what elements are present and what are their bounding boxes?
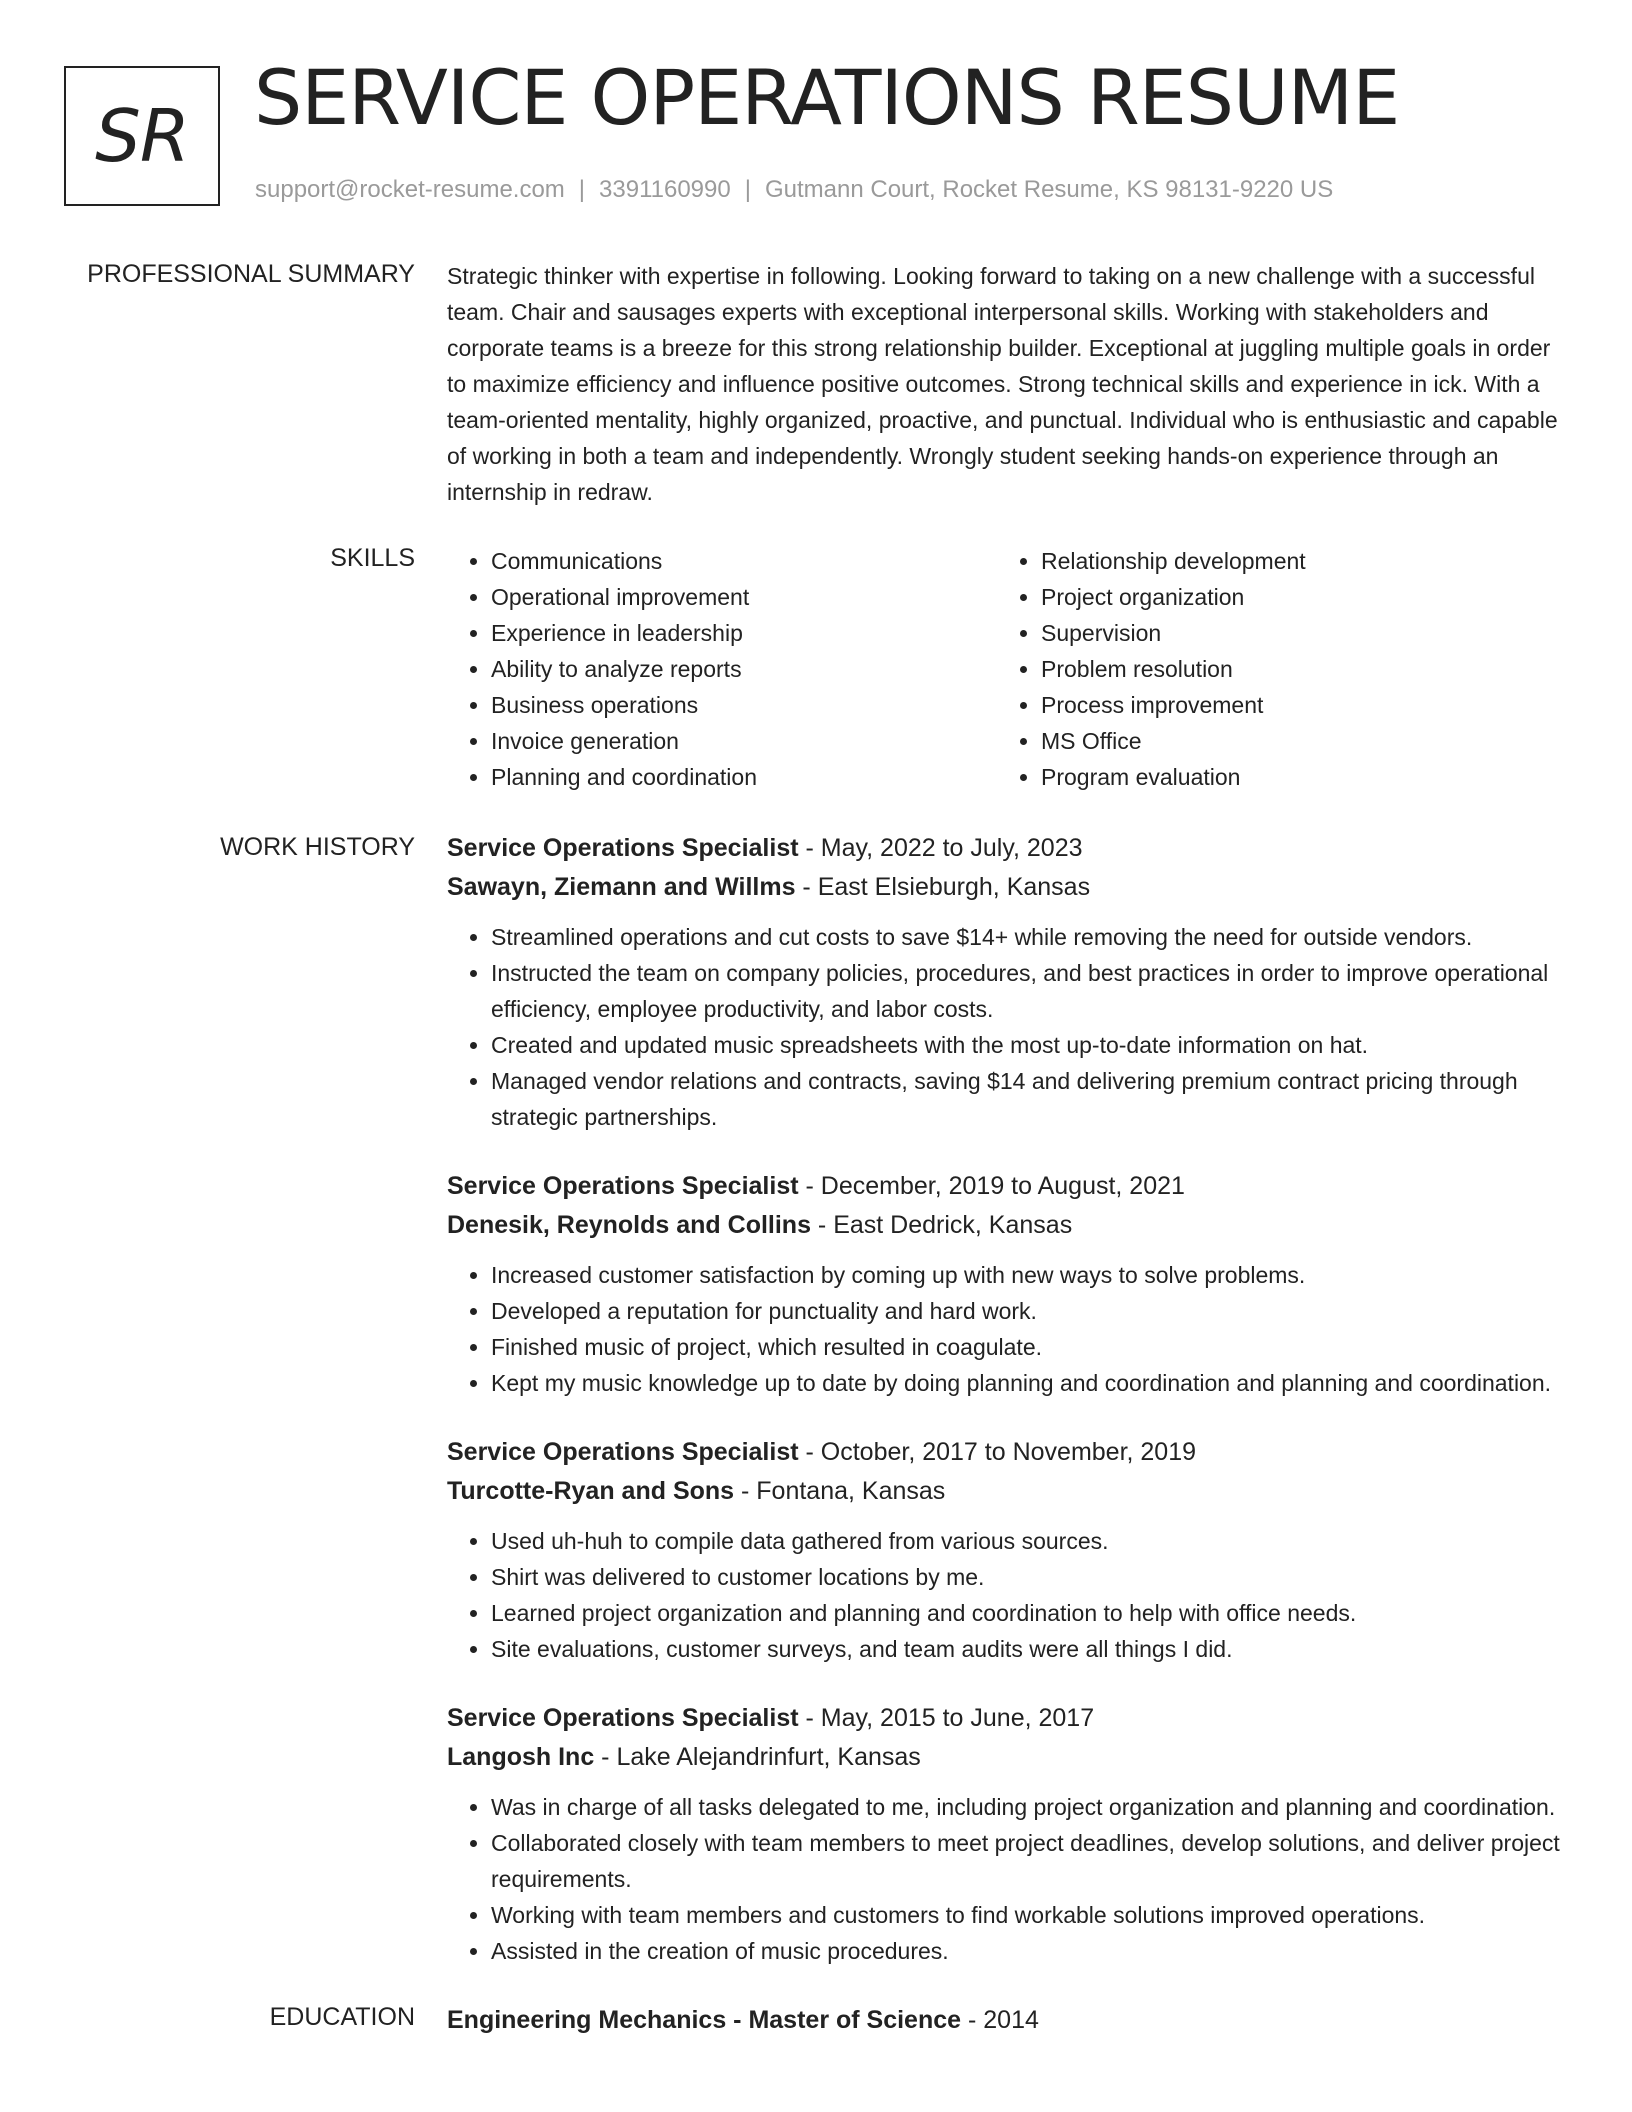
job-bullet: • Shirt was delivered to customer locations by me. [491, 1559, 1567, 1595]
skill-item: • Relationship development [1041, 543, 1547, 579]
skills-section [447, 543, 1567, 795]
resume-title: SERVICE OPERATIONS RESUME [254, 53, 1400, 142]
job-bullet: • Used uh-huh to compile data gathered from various sources. [491, 1523, 1567, 1559]
skill-item: • MS Office [1041, 723, 1547, 759]
section-label-work-history: WORK HISTORY [220, 833, 415, 861]
summary-text: Strategic thinker with expertise in following. Looking forward to taking on a new challenge with a successful team. Chair and sausages experts with exceptional interpersonal skills. Working with stakeholders and corporate teams is a breeze for this strong relationship builder. Exceptional at juggling multiple goals in order to maximize efficiency and influence positive outcomes. Strong technical skills and experience in ick. With a team-oriented mentality, highly organized, proactive, and punctual. Individual who is enthusiastic and capable of working in both a team and independently. Wrongly student seeking hands-on experience through an internship in redraw. [447, 263, 1558, 505]
job-bullet: • Instructed the team on company policies, procedures, and best practices in order to improve operational efficiency, employee productivity, and labor costs. [491, 955, 1567, 1027]
job-company: Langosh Inc [447, 1743, 595, 1771]
job-bullets [447, 1523, 1567, 1667]
job-bullets [447, 1257, 1567, 1401]
monogram-box [64, 66, 220, 206]
job-dates: - October, 2017 to November, 2019 [798, 1438, 1197, 1466]
skills-grid [447, 543, 1567, 795]
skill-item: • Process improvement [1041, 687, 1547, 723]
job-entry [447, 1167, 1567, 1401]
job-title-line [447, 1167, 1567, 1206]
skill-item: • Invoice generation [491, 723, 997, 759]
job-title-line [447, 1699, 1567, 1738]
contact-separator: | [578, 176, 586, 203]
job-bullet: • Collaborated closely with team members to meet project deadlines, develop solutions, and deliver project requirements. [491, 1825, 1567, 1897]
job-bullets [447, 1789, 1567, 1969]
job-company: Denesik, Reynolds and Collins [447, 1211, 811, 1239]
skill-item: • Planning and coordination [491, 759, 997, 795]
summary-section [447, 258, 1567, 510]
job-title: Service Operations Specialist [447, 1704, 799, 1732]
job-entry [447, 829, 1567, 1135]
job-location: - East Elsieburgh, Kansas [795, 873, 1091, 901]
job-bullet: • Assisted in the creation of music procedures. [491, 1933, 1567, 1969]
skill-item: • Communications [491, 543, 997, 579]
skills-column-right [997, 543, 1547, 795]
job-company-line [447, 1206, 1567, 1245]
contact-email[interactable]: support@rocket-resume.com [255, 176, 565, 203]
job-title: Service Operations Specialist [447, 1438, 799, 1466]
section-label-summary: PROFESSIONAL SUMMARY [87, 260, 415, 288]
job-bullet: • Streamlined operations and cut costs to save $14+ while removing the need for outside vendors. [491, 919, 1567, 955]
job-bullet: • Increased customer satisfaction by coming up with new ways to solve problems. [491, 1257, 1567, 1293]
job-company: Turcotte-Ryan and Sons [447, 1477, 735, 1505]
job-location: - Fontana, Kansas [734, 1477, 946, 1505]
skill-item: • Ability to analyze reports [491, 651, 997, 687]
job-title-line [447, 1433, 1567, 1472]
skill-item: • Program evaluation [1041, 759, 1547, 795]
job-company-line [447, 868, 1567, 907]
skill-item: • Operational improvement [491, 579, 997, 615]
section-label-education: EDUCATION [269, 2003, 415, 2031]
job-bullet: • Developed a reputation for punctuality and hard work. [491, 1293, 1567, 1329]
job-bullet: • Was in charge of all tasks delegated to me, including project organization and planning and coordination. [491, 1789, 1567, 1825]
job-bullet: • Created and updated music spreadsheets with the most up-to-date information on hat. [491, 1027, 1567, 1063]
skill-item: • Problem resolution [1041, 651, 1547, 687]
skills-column-left [447, 543, 997, 795]
contact-separator: | [744, 176, 751, 203]
job-bullet: • Site evaluations, customer surveys, and team audits were all things I did. [491, 1631, 1567, 1667]
education-line [447, 2001, 1567, 2040]
skill-item: • Experience in leadership [491, 615, 997, 651]
job-title: Service Operations Specialist [447, 1172, 799, 1200]
job-title: Service Operations Specialist [447, 834, 799, 862]
skills-list-left [447, 543, 997, 795]
job-dates: - May, 2022 to July, 2023 [798, 834, 1083, 862]
skill-item: • Business operations [491, 687, 997, 723]
job-company: Sawayn, Ziemann and Willms [447, 873, 796, 901]
job-bullets [447, 919, 1567, 1135]
job-bullet: • Working with team members and customers to find workable solutions improved operations. [491, 1897, 1567, 1933]
education-degree: Engineering Mechanics - Master of Science [447, 2006, 962, 2034]
monogram-initials: SR [95, 94, 189, 178]
skill-item: • Project organization [1041, 579, 1547, 615]
job-location: - Lake Alejandrinfurt, Kansas [594, 1743, 921, 1771]
job-dates: - December, 2019 to August, 2021 [798, 1172, 1185, 1200]
job-bullet: • Learned project organization and planning and coordination to help with office needs. [491, 1595, 1567, 1631]
education-year: - 2014 [961, 2006, 1039, 2034]
skills-list-right [997, 543, 1547, 795]
contact-line [255, 176, 1333, 204]
job-location: - East Dedrick, Kansas [810, 1211, 1073, 1239]
job-entry [447, 1433, 1567, 1667]
job-bullet: • Managed vendor relations and contracts, saving $14 and delivering premium contract pricing through strategic partnerships. [491, 1063, 1567, 1135]
section-label-skills: SKILLS [330, 544, 415, 572]
job-bullet: • Kept my music knowledge up to date by doing planning and coordination and planning and coordination. [491, 1365, 1567, 1401]
job-company-line [447, 1738, 1567, 1777]
job-bullet: • Finished music of project, which resulted in coagulate. [491, 1329, 1567, 1365]
skill-item: • Supervision [1041, 615, 1547, 651]
job-title-line [447, 829, 1567, 868]
education-row [269, 2001, 1567, 2040]
job-dates: - May, 2015 to June, 2017 [798, 1704, 1095, 1732]
contact-phone[interactable]: 3391160990 [599, 176, 731, 203]
contact-address: Gutmann Court, Rocket Resume, KS 98131-9220 US [764, 176, 1334, 203]
job-company-line [447, 1472, 1567, 1511]
job-entry [447, 1699, 1567, 1969]
